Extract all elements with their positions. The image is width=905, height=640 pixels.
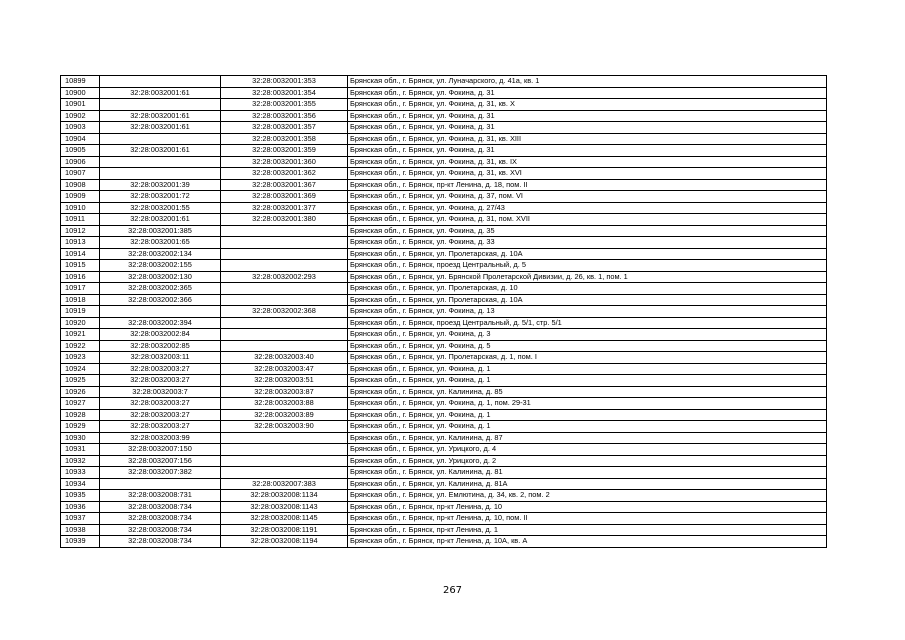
address-cell: Брянская обл., г. Брянск, ул. Калинина, д. 87 <box>348 432 827 444</box>
table-row <box>61 490 827 502</box>
address-cell: Брянская обл., г. Брянск, ул. Фокина, д. 31, кв. X <box>348 99 827 111</box>
cadastral-number-cell: 32:28:0032001:380 <box>221 214 348 226</box>
parent-cadastral-cell: 32:28:0032001:61 <box>100 214 221 226</box>
row-number-cell: 10903 <box>61 122 100 134</box>
table-row <box>61 110 827 122</box>
address-cell: Брянская обл., г. Брянск, ул. Фокина, д. 31, пом. XVII <box>348 214 827 226</box>
table-row <box>61 225 827 237</box>
address-cell: Брянская обл., г. Брянск, ул. Фокина, д. 31, кв. IX <box>348 156 827 168</box>
address-cell: Брянская обл., г. Брянск, ул. Пролетарская, д. 10 <box>348 283 827 295</box>
table-row <box>61 294 827 306</box>
parent-cadastral-cell <box>100 168 221 180</box>
row-number-cell: 10937 <box>61 513 100 525</box>
cadastral-table <box>60 75 827 548</box>
table-row <box>61 283 827 295</box>
table-row <box>61 122 827 134</box>
cadastral-number-cell: 32:28:0032001:377 <box>221 202 348 214</box>
address-cell: Брянская обл., г. Брянск, ул. Фокина, д. 31 <box>348 110 827 122</box>
page-number: 267 <box>442 585 463 596</box>
parent-cadastral-cell: 32:28:0032001:61 <box>100 110 221 122</box>
parent-cadastral-cell <box>100 478 221 490</box>
cadastral-number-cell <box>221 317 348 329</box>
row-number-cell: 10923 <box>61 352 100 364</box>
cadastral-number-cell <box>221 455 348 467</box>
cadastral-number-cell: 32:28:0032003:40 <box>221 352 348 364</box>
address-cell: Брянская обл., г. Брянск, ул. Фокина, д. 35 <box>348 225 827 237</box>
row-number-cell: 10919 <box>61 306 100 318</box>
parent-cadastral-cell: 32:28:0032003:27 <box>100 409 221 421</box>
row-number-cell: 10913 <box>61 237 100 249</box>
table-row <box>61 363 827 375</box>
row-number-cell: 10934 <box>61 478 100 490</box>
parent-cadastral-cell: 32:28:0032008:734 <box>100 536 221 548</box>
parent-cadastral-cell: 32:28:0032008:734 <box>100 524 221 536</box>
table-row <box>61 76 827 88</box>
parent-cadastral-cell: 32:28:0032008:734 <box>100 513 221 525</box>
row-number-cell: 10921 <box>61 329 100 341</box>
row-number-cell: 10917 <box>61 283 100 295</box>
address-cell: Брянская обл., г. Брянск, ул. Емлютина, д. 34, кв. 2, пом. 2 <box>348 490 827 502</box>
address-cell: Брянская обл., г. Брянск, ул. Фокина, д. 33 <box>348 237 827 249</box>
parent-cadastral-cell: 32:28:0032007:150 <box>100 444 221 456</box>
address-cell: Брянская обл., г. Брянск, ул. Фокина, д. 31, кв. XVI <box>348 168 827 180</box>
row-number-cell: 10906 <box>61 156 100 168</box>
address-cell: Брянская обл., г. Брянск, ул. Калинина, д. 85 <box>348 386 827 398</box>
cadastral-number-cell: 32:28:0032003:89 <box>221 409 348 421</box>
cadastral-number-cell <box>221 248 348 260</box>
cadastral-number-cell: 32:28:0032001:357 <box>221 122 348 134</box>
address-cell: Брянская обл., г. Брянск, ул. Фокина, д. 27/43 <box>348 202 827 214</box>
cadastral-number-cell <box>221 432 348 444</box>
parent-cadastral-cell <box>100 306 221 318</box>
table-row <box>61 421 827 433</box>
table-row <box>61 306 827 318</box>
address-cell: Брянская обл., г. Брянск, ул. Пролетарская, д. 10А <box>348 294 827 306</box>
row-number-cell: 10925 <box>61 375 100 387</box>
table-row <box>61 191 827 203</box>
table-row <box>61 340 827 352</box>
cadastral-number-cell: 32:28:0032003:90 <box>221 421 348 433</box>
parent-cadastral-cell: 32:28:0032002:394 <box>100 317 221 329</box>
cadastral-number-cell: 32:28:0032001:362 <box>221 168 348 180</box>
row-number-cell: 10904 <box>61 133 100 145</box>
cadastral-number-cell <box>221 329 348 341</box>
address-cell: Брянская обл., г. Брянск, ул. Фокина, д. 31, кв. XIII <box>348 133 827 145</box>
address-cell: Брянская обл., г. Брянск, ул. Калинина, д. 81А <box>348 478 827 490</box>
cadastral-number-cell: 32:28:0032001:353 <box>221 76 348 88</box>
address-cell: Брянская обл., г. Брянск, пр-кт Ленина, д. 10А, кв. А <box>348 536 827 548</box>
address-cell: Брянская обл., г. Брянск, пр-кт Ленина, д. 1 <box>348 524 827 536</box>
cadastral-number-cell: 32:28:0032001:354 <box>221 87 348 99</box>
table-row <box>61 478 827 490</box>
row-number-cell: 10928 <box>61 409 100 421</box>
row-number-cell: 10918 <box>61 294 100 306</box>
table-row <box>61 179 827 191</box>
row-number-cell: 10910 <box>61 202 100 214</box>
parent-cadastral-cell: 32:28:0032002:134 <box>100 248 221 260</box>
parent-cadastral-cell <box>100 76 221 88</box>
parent-cadastral-cell: 32:28:0032001:61 <box>100 145 221 157</box>
parent-cadastral-cell: 32:28:0032001:55 <box>100 202 221 214</box>
cadastral-number-cell <box>221 283 348 295</box>
address-cell: Брянская обл., г. Брянск, ул. Фокина, д. 1 <box>348 363 827 375</box>
table-body <box>61 76 827 548</box>
row-number-cell: 10935 <box>61 490 100 502</box>
parent-cadastral-cell: 32:28:0032001:61 <box>100 87 221 99</box>
row-number-cell: 10905 <box>61 145 100 157</box>
address-cell: Брянская обл., г. Брянск, пр-кт Ленина, д. 10 <box>348 501 827 513</box>
cadastral-number-cell: 32:28:0032003:88 <box>221 398 348 410</box>
parent-cadastral-cell <box>100 156 221 168</box>
parent-cadastral-cell: 32:28:0032003:7 <box>100 386 221 398</box>
table-row <box>61 513 827 525</box>
table-row <box>61 524 827 536</box>
row-number-cell: 10915 <box>61 260 100 272</box>
row-number-cell: 10924 <box>61 363 100 375</box>
parent-cadastral-cell: 32:28:0032008:734 <box>100 501 221 513</box>
row-number-cell: 10908 <box>61 179 100 191</box>
cadastral-number-cell <box>221 294 348 306</box>
table-row <box>61 444 827 456</box>
parent-cadastral-cell: 32:28:0032002:155 <box>100 260 221 272</box>
cadastral-number-cell: 32:28:0032008:1143 <box>221 501 348 513</box>
parent-cadastral-cell: 32:28:0032001:61 <box>100 122 221 134</box>
row-number-cell: 10931 <box>61 444 100 456</box>
parent-cadastral-cell: 32:28:0032001:39 <box>100 179 221 191</box>
table-row <box>61 271 827 283</box>
parent-cadastral-cell: 32:28:0032002:130 <box>100 271 221 283</box>
table-row <box>61 248 827 260</box>
address-cell: Брянская обл., г. Брянск, ул. Калинина, д. 81 <box>348 467 827 479</box>
cadastral-number-cell: 32:28:0032001:355 <box>221 99 348 111</box>
address-cell: Брянская обл., г. Брянск, ул. Фокина, д. 5 <box>348 340 827 352</box>
table-row <box>61 455 827 467</box>
address-cell: Брянская обл., г. Брянск, ул. Брянской Пролетарской Дивизии, д. 26, кв. 1, пом. 1 <box>348 271 827 283</box>
row-number-cell: 10927 <box>61 398 100 410</box>
parent-cadastral-cell <box>100 99 221 111</box>
table-row <box>61 467 827 479</box>
address-cell: Брянская обл., г. Брянск, ул. Урицкого, д. 2 <box>348 455 827 467</box>
table-row <box>61 87 827 99</box>
address-cell: Брянская обл., г. Брянск, пр-кт Ленина, д. 18, пом. II <box>348 179 827 191</box>
address-cell: Брянская обл., г. Брянск, ул. Фокина, д. 13 <box>348 306 827 318</box>
address-cell: Брянская обл., г. Брянск, ул. Фокина, д. 37, пом. VI <box>348 191 827 203</box>
table-row <box>61 214 827 226</box>
table-row <box>61 168 827 180</box>
cadastral-number-cell <box>221 340 348 352</box>
address-cell: Брянская обл., г. Брянск, ул. Пролетарская, д. 10А <box>348 248 827 260</box>
table-row <box>61 432 827 444</box>
parent-cadastral-cell: 32:28:0032007:156 <box>100 455 221 467</box>
table-row <box>61 133 827 145</box>
row-number-cell: 10907 <box>61 168 100 180</box>
cadastral-number-cell <box>221 260 348 272</box>
cadastral-number-cell: 32:28:0032001:360 <box>221 156 348 168</box>
address-cell: Брянская обл., г. Брянск, ул. Луначарского, д. 41а, кв. 1 <box>348 76 827 88</box>
table-row <box>61 260 827 272</box>
parent-cadastral-cell: 32:28:0032008:731 <box>100 490 221 502</box>
parent-cadastral-cell: 32:28:0032001:72 <box>100 191 221 203</box>
cadastral-number-cell <box>221 467 348 479</box>
table-row <box>61 329 827 341</box>
table-row <box>61 99 827 111</box>
address-cell: Брянская обл., г. Брянск, пр-кт Ленина, д. 10, пом. II <box>348 513 827 525</box>
table-row <box>61 156 827 168</box>
parent-cadastral-cell: 32:28:0032003:99 <box>100 432 221 444</box>
parent-cadastral-cell: 32:28:0032002:85 <box>100 340 221 352</box>
parent-cadastral-cell: 32:28:0032003:11 <box>100 352 221 364</box>
row-number-cell: 10938 <box>61 524 100 536</box>
row-number-cell: 10929 <box>61 421 100 433</box>
address-cell: Брянская обл., г. Брянск, ул. Урицкого, д. 4 <box>348 444 827 456</box>
table-row <box>61 375 827 387</box>
address-cell: Брянская обл., г. Брянск, ул. Пролетарская, д. 1, пом. I <box>348 352 827 364</box>
table-row <box>61 202 827 214</box>
address-cell: Брянская обл., г. Брянск, ул. Фокина, д. 31 <box>348 122 827 134</box>
parent-cadastral-cell: 32:28:0032002:84 <box>100 329 221 341</box>
row-number-cell: 10926 <box>61 386 100 398</box>
parent-cadastral-cell: 32:28:0032007:382 <box>100 467 221 479</box>
row-number-cell: 10933 <box>61 467 100 479</box>
address-cell: Брянская обл., г. Брянск, проезд Центральный, д. 5 <box>348 260 827 272</box>
table-row <box>61 386 827 398</box>
row-number-cell: 10914 <box>61 248 100 260</box>
row-number-cell: 10930 <box>61 432 100 444</box>
table-row <box>61 145 827 157</box>
table-row <box>61 317 827 329</box>
parent-cadastral-cell: 32:28:0032003:27 <box>100 363 221 375</box>
row-number-cell: 10912 <box>61 225 100 237</box>
row-number-cell: 10911 <box>61 214 100 226</box>
row-number-cell: 10939 <box>61 536 100 548</box>
row-number-cell: 10920 <box>61 317 100 329</box>
cadastral-number-cell: 32:28:0032003:51 <box>221 375 348 387</box>
cadastral-number-cell: 32:28:0032008:1145 <box>221 513 348 525</box>
row-number-cell: 10901 <box>61 99 100 111</box>
parent-cadastral-cell: 32:28:0032001:385 <box>100 225 221 237</box>
table-row <box>61 398 827 410</box>
cadastral-number-cell: 32:28:0032007:383 <box>221 478 348 490</box>
cadastral-number-cell <box>221 237 348 249</box>
table-row <box>61 409 827 421</box>
cadastral-number-cell: 32:28:0032002:293 <box>221 271 348 283</box>
cadastral-number-cell: 32:28:0032008:1194 <box>221 536 348 548</box>
parent-cadastral-cell: 32:28:0032001:65 <box>100 237 221 249</box>
address-cell: Брянская обл., г. Брянск, проезд Центральный, д. 5/1, стр. 5/1 <box>348 317 827 329</box>
cadastral-number-cell: 32:28:0032008:1134 <box>221 490 348 502</box>
parent-cadastral-cell: 32:28:0032002:365 <box>100 283 221 295</box>
cadastral-number-cell: 32:28:0032001:359 <box>221 145 348 157</box>
address-cell: Брянская обл., г. Брянск, ул. Фокина, д. 1 <box>348 409 827 421</box>
row-number-cell: 10932 <box>61 455 100 467</box>
address-cell: Брянская обл., г. Брянск, ул. Фокина, д. 1 <box>348 375 827 387</box>
cadastral-number-cell: 32:28:0032002:368 <box>221 306 348 318</box>
cadastral-number-cell: 32:28:0032001:356 <box>221 110 348 122</box>
cadastral-number-cell: 32:28:0032001:358 <box>221 133 348 145</box>
address-cell: Брянская обл., г. Брянск, ул. Фокина, д. 1, пом. 29-31 <box>348 398 827 410</box>
row-number-cell: 10909 <box>61 191 100 203</box>
row-number-cell: 10899 <box>61 76 100 88</box>
cadastral-number-cell: 32:28:0032008:1191 <box>221 524 348 536</box>
cadastral-number-cell: 32:28:0032003:47 <box>221 363 348 375</box>
row-number-cell: 10902 <box>61 110 100 122</box>
row-number-cell: 10936 <box>61 501 100 513</box>
table-row <box>61 237 827 249</box>
parent-cadastral-cell: 32:28:0032003:27 <box>100 398 221 410</box>
row-number-cell: 10900 <box>61 87 100 99</box>
cadastral-number-cell <box>221 444 348 456</box>
table-row <box>61 352 827 364</box>
table-row <box>61 536 827 548</box>
parent-cadastral-cell: 32:28:0032003:27 <box>100 375 221 387</box>
cadastral-number-cell: 32:28:0032001:367 <box>221 179 348 191</box>
address-cell: Брянская обл., г. Брянск, ул. Фокина, д. 3 <box>348 329 827 341</box>
parent-cadastral-cell: 32:28:0032003:27 <box>100 421 221 433</box>
parent-cadastral-cell: 32:28:0032002:366 <box>100 294 221 306</box>
row-number-cell: 10922 <box>61 340 100 352</box>
table-row <box>61 501 827 513</box>
cadastral-number-cell: 32:28:0032001:369 <box>221 191 348 203</box>
parent-cadastral-cell <box>100 133 221 145</box>
address-cell: Брянская обл., г. Брянск, ул. Фокина, д. 31 <box>348 87 827 99</box>
address-cell: Брянская обл., г. Брянск, ул. Фокина, д. 1 <box>348 421 827 433</box>
address-cell: Брянская обл., г. Брянск, ул. Фокина, д. 31 <box>348 145 827 157</box>
cadastral-number-cell <box>221 225 348 237</box>
cadastral-number-cell: 32:28:0032003:87 <box>221 386 348 398</box>
row-number-cell: 10916 <box>61 271 100 283</box>
